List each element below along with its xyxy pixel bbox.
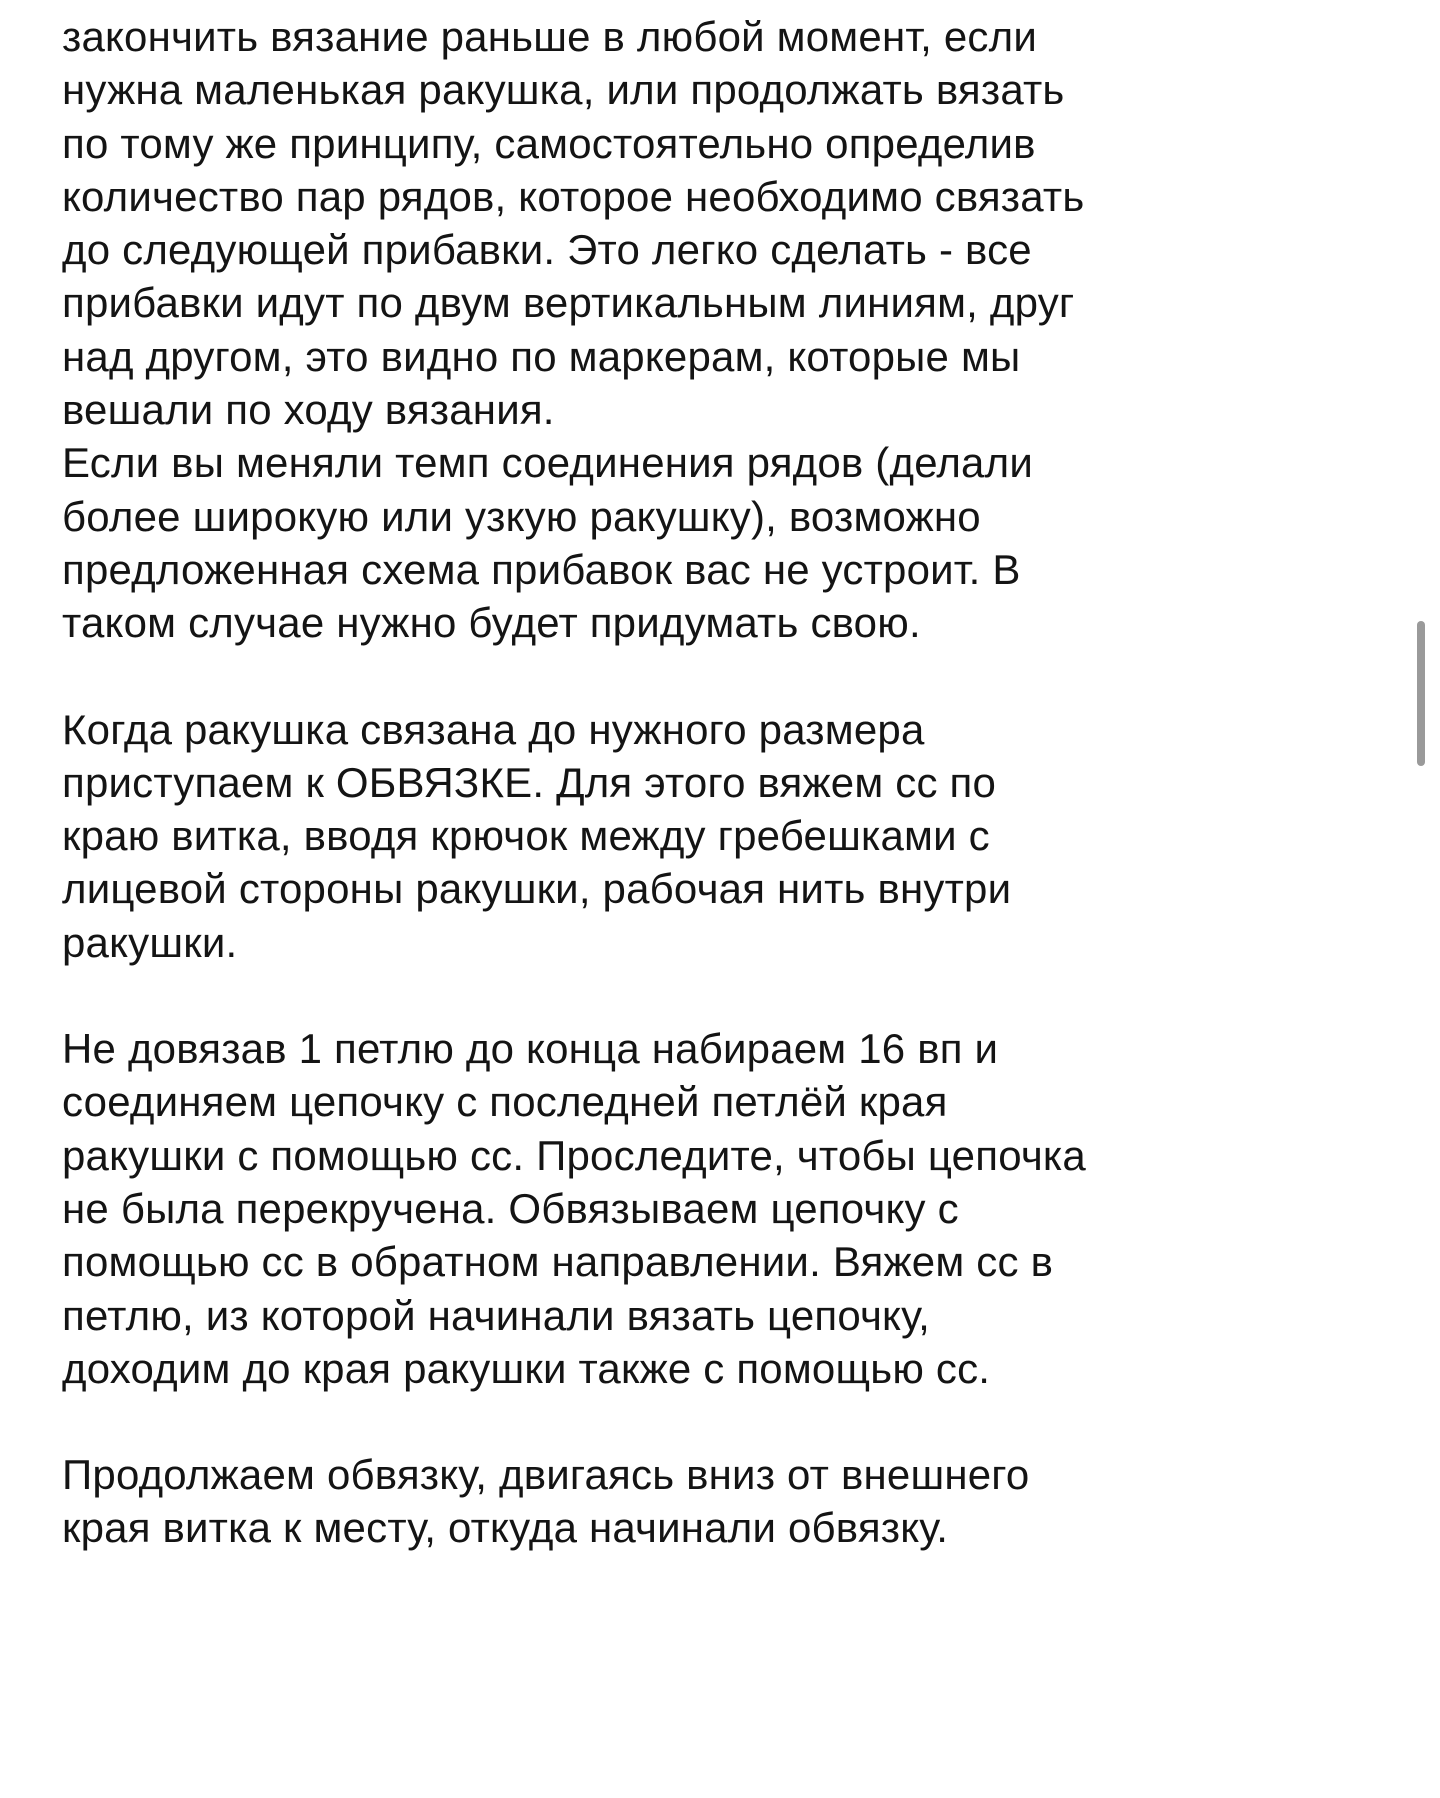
text-line: петлю, из которой начинали вязать цепочку, xyxy=(62,1291,930,1339)
document-body xyxy=(62,10,1402,1555)
text-line: количество пар рядов, которое необходимо связать xyxy=(62,172,1085,220)
paragraph-4 xyxy=(62,1022,1402,1395)
paragraph-5 xyxy=(62,1448,1402,1555)
text-line: закончить вязание раньше в любой момент, если xyxy=(62,13,1037,60)
text-line: не была перекручена. Обвязываем цепочку с xyxy=(62,1184,959,1232)
text-line: вешали по ходу вязания. xyxy=(62,386,555,434)
paragraph-1 xyxy=(62,10,1402,436)
text-line: соединяем цепочку с последней петлёй края xyxy=(62,1078,948,1126)
paragraph-3 xyxy=(62,703,1402,969)
text-line: Когда ракушка связана до нужного размера xyxy=(62,705,925,753)
text-line: доходим до края ракушки также с помощью сс. xyxy=(62,1344,991,1392)
text-line: помощью сс в обратном направлении. Вяжем сс в xyxy=(62,1238,1054,1286)
paragraph-gap xyxy=(62,969,1402,1022)
text-line: таком случае нужно будет придумать свою. xyxy=(62,599,921,647)
text-line: более широкую или узкую ракушку), возможно xyxy=(62,492,981,540)
text-line: ракушки с помощью сс. Проследите, чтобы цепочка xyxy=(62,1131,1086,1179)
text-line: ракушки. xyxy=(62,918,238,966)
text-line: прибавки идут по двум вертикальным линиям, друг xyxy=(62,279,1075,327)
text-line: краю витка, вводя крючок между гребешками с xyxy=(62,812,990,860)
text-line: лицевой стороны ракушки, рабочая нить внутри xyxy=(62,865,1012,913)
paragraph-gap xyxy=(62,1395,1402,1448)
paragraph-gap xyxy=(62,650,1402,703)
paragraph-2 xyxy=(62,436,1402,649)
text-line: над другом, это видно по маркерам, которые мы xyxy=(62,332,1021,380)
text-line: Если вы меняли темп соединения рядов (делали xyxy=(62,439,1033,487)
text-line: предложенная схема прибавок вас не устроит. В xyxy=(62,545,1021,593)
text-line: по тому же принципу, самостоятельно определив xyxy=(62,119,1036,167)
text-line: нужна маленькая ракушка, или продолжать вязать xyxy=(62,66,1065,114)
text-line: Не довязав 1 петлю до конца набираем 16 вп и xyxy=(62,1025,999,1073)
text-line: края витка к месту, откуда начинали обвязку. xyxy=(62,1504,949,1552)
vertical-scrollbar[interactable] xyxy=(1417,621,1425,766)
text-line: приступаем к ОБВЯЗКЕ. Для этого вяжем сс по xyxy=(62,758,997,806)
text-line: Продолжаем обвязку, двигаясь вниз от внешнего xyxy=(62,1451,1030,1499)
text-line: до следующей прибавки. Это легко сделать - все xyxy=(62,226,1032,274)
